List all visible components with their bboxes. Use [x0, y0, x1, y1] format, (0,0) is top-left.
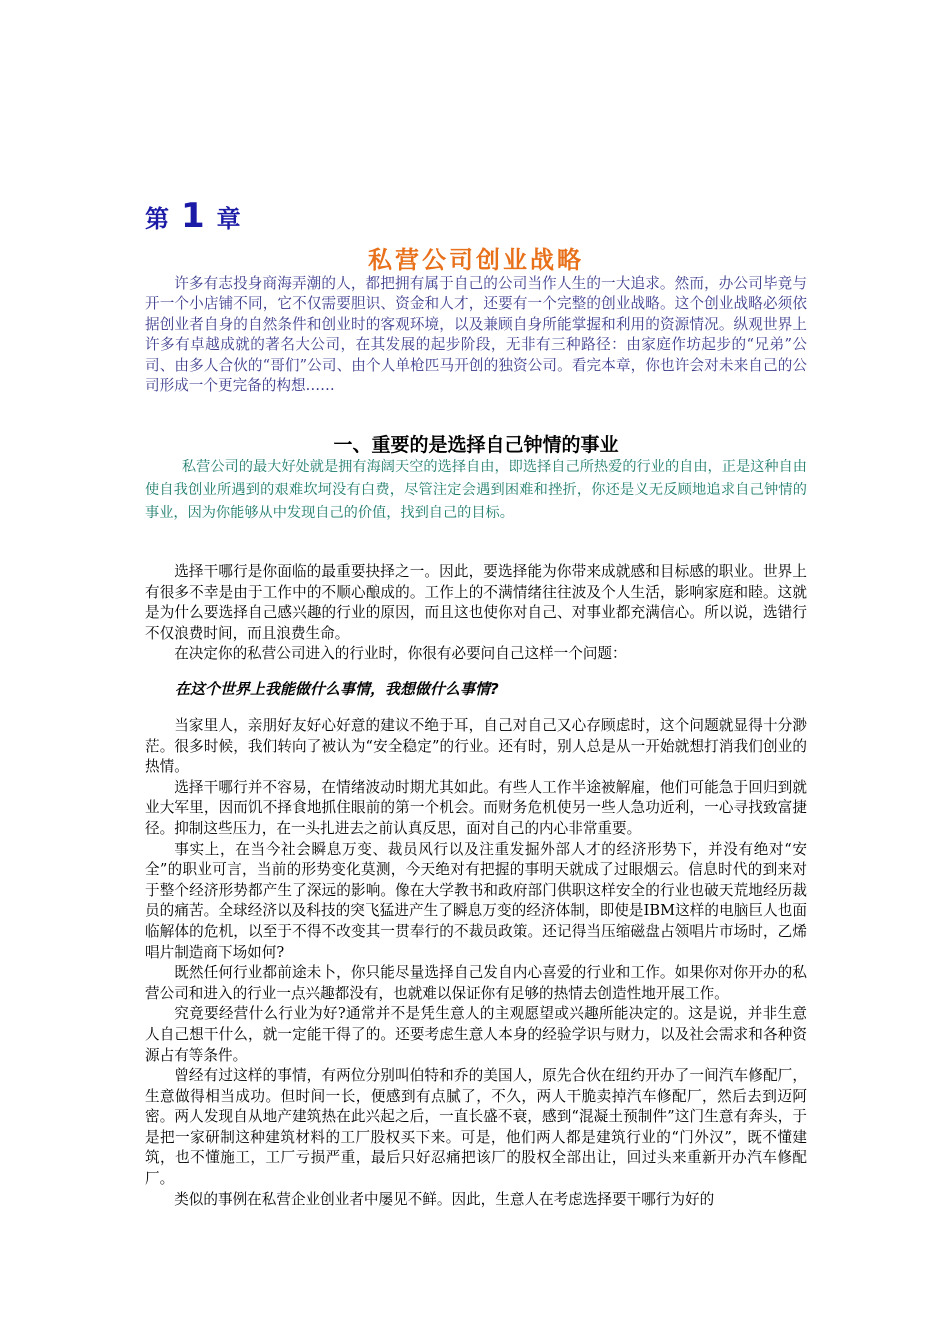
section-quote: 私营公司的最大好处就是拥有海阔天空的选择自由，即选择自己所热爱的行业的自由，正是这种自由使自我创业所遇到的艰难坎坷没有白费，尽管注定会遇到困难和挫折，你还是义无反顾地追求自己钟情的事业，因为你能够从中发现自己的价值，找到自己的目标。 [145, 459, 807, 521]
paragraph: 既然任何行业都前途未卜，你只能尽量选择自己发自内心喜爱的行业和工作。如果你对你开办的私营公司和进入的行业一点兴趣都没有，也就难以保证你有足够的热情去创造性地开展工作。 [145, 964, 807, 1002]
section-heading: 一、重要的是选择自己钟情的事业 [333, 434, 619, 456]
chapter-prefix: 第 [145, 205, 169, 233]
paragraph: 究竟要经营什么行业为好?通常并不是凭生意人的主观愿望或兴趣所能决定的。这是说，并非生意人自己想干什么，就一定能干得了的。还要考虑生意人本身的经验学识与财力，以及社会需求和各种资源占有等条件。 [145, 1005, 807, 1064]
paragraph: 事实上，在当今社会瞬息万变、裁员风行以及注重发掘外部人才的经济形势下，并没有绝对“安全”的职业可言，当前的形势变化莫测，今天绝对有把握的事明天就成了过眼烟云。信息时代的到来对于整个经济形势都产生了深远的影响。像在大学教书和政府部门供职这样安全的行业也破天荒地经历裁员的痛苦。全球经济以及科技的突飞猛进产生了瞬息万变的经济体制，即使是IBM这样的电脑巨人也面临解体的危机，以至于不得不改变其一贯奉行的不裁员政策。还记得当压缩磁盘占领唱片市场时，乙烯唱片制造商下场如何? [145, 840, 807, 961]
body-block-1 [145, 562, 807, 665]
paragraph: 选择干哪行是你面临的最重要抉择之一。因此，要选择能为你带来成就感和目标感的职业。世界上有很多不幸是由于工作中的不顺心酿成的。工作上的不满情绪往往波及个人生活，影响家庭和睦。这就是为什么要选择自己感兴趣的行业的原因，而且这也使你对自己、对事业都充满信心。所以说，选错行不仅浪费时间，而且浪费生命。 [145, 563, 807, 642]
paragraph: 选择干哪行并不容易，在情绪波动时期尤其如此。有些人工作半途被解雇，他们可能急于回归到就业大军里，因而饥不择食地抓住眼前的第一个机会。而财务危机使另一些人急功近利，一心寻找致富捷径。抑制这些压力，在一头扎进去之前认真反思，面对自己的内心非常重要。 [145, 778, 807, 837]
chapter-suffix: 章 [216, 205, 241, 233]
chapter-intro: 许多有志投身商海弄潮的人，都把拥有属于自己的公司当作人生的一大追求。然而，办公司毕竟与开一个小店铺不同，它不仅需要胆识、资金和人才，还要有一个完整的创业战略。这个创业战略必须依据创业者自身的自然条件和创业时的客观环境，以及兼顾自身所能掌握和利用的资源情况。纵观世界上许多有卓越成就的著名大公司，在其发展的起步阶段，无非有三种路径：由家庭作坊起步的“兄弟”公司、由多人合伙的“哥们”公司、由个人单枪匹马开创的独资公司。看完本章，你也许会对未来自己的公司形成一个更完备的构想…… [145, 275, 807, 395]
chapter-title: 私营公司创业战略 [368, 246, 584, 274]
paragraph: 当家里人，亲朋好友好心好意的建议不绝于耳，自己对自己又心存顾虑时，这个问题就显得十分渺茫。很多时候，我们转向了被认为“安全稳定”的行业。还有时，别人总是从一开始就想打消我们创业的热情。 [145, 717, 807, 776]
paragraph: 类似的事例在私营企业创业者中屡见不鲜。因此，生意人在考虑选择要干哪行为好的 [174, 1190, 715, 1208]
paragraph: 在决定你的私营公司进入的行业时，你很有必要问自己这样一个问题： [174, 645, 627, 663]
chapter-number: 1 [181, 196, 205, 236]
paragraph: 曾经有过这样的事情，有两位分别叫伯特和乔的美国人，原先合伙在纽约开办了一间汽车修配厂，生意做得相当成功。但时间一长，便感到有点腻了，不久，两人干脆卖掉汽车修配厂，然后去到迈阿密。两人发现自从地产建筑热在此兴起之后，一直长盛不衰，感到“混凝土预制件”这门生意有奔头，于是把一家研制这种建筑材料的工厂股权买下来。可是，他们两人都是建筑行业的“门外汉”，既不懂建筑，也不懂施工，工厂亏损严重，最后只好忍痛把该厂的股权全部出让，回过头来重新开办汽车修配厂。 [145, 1067, 807, 1188]
chapter-heading [145, 196, 241, 236]
body-block-2 [145, 716, 807, 1210]
key-question: 在这个世界上我能做什么事情，我想做什么事情? [175, 680, 499, 698]
